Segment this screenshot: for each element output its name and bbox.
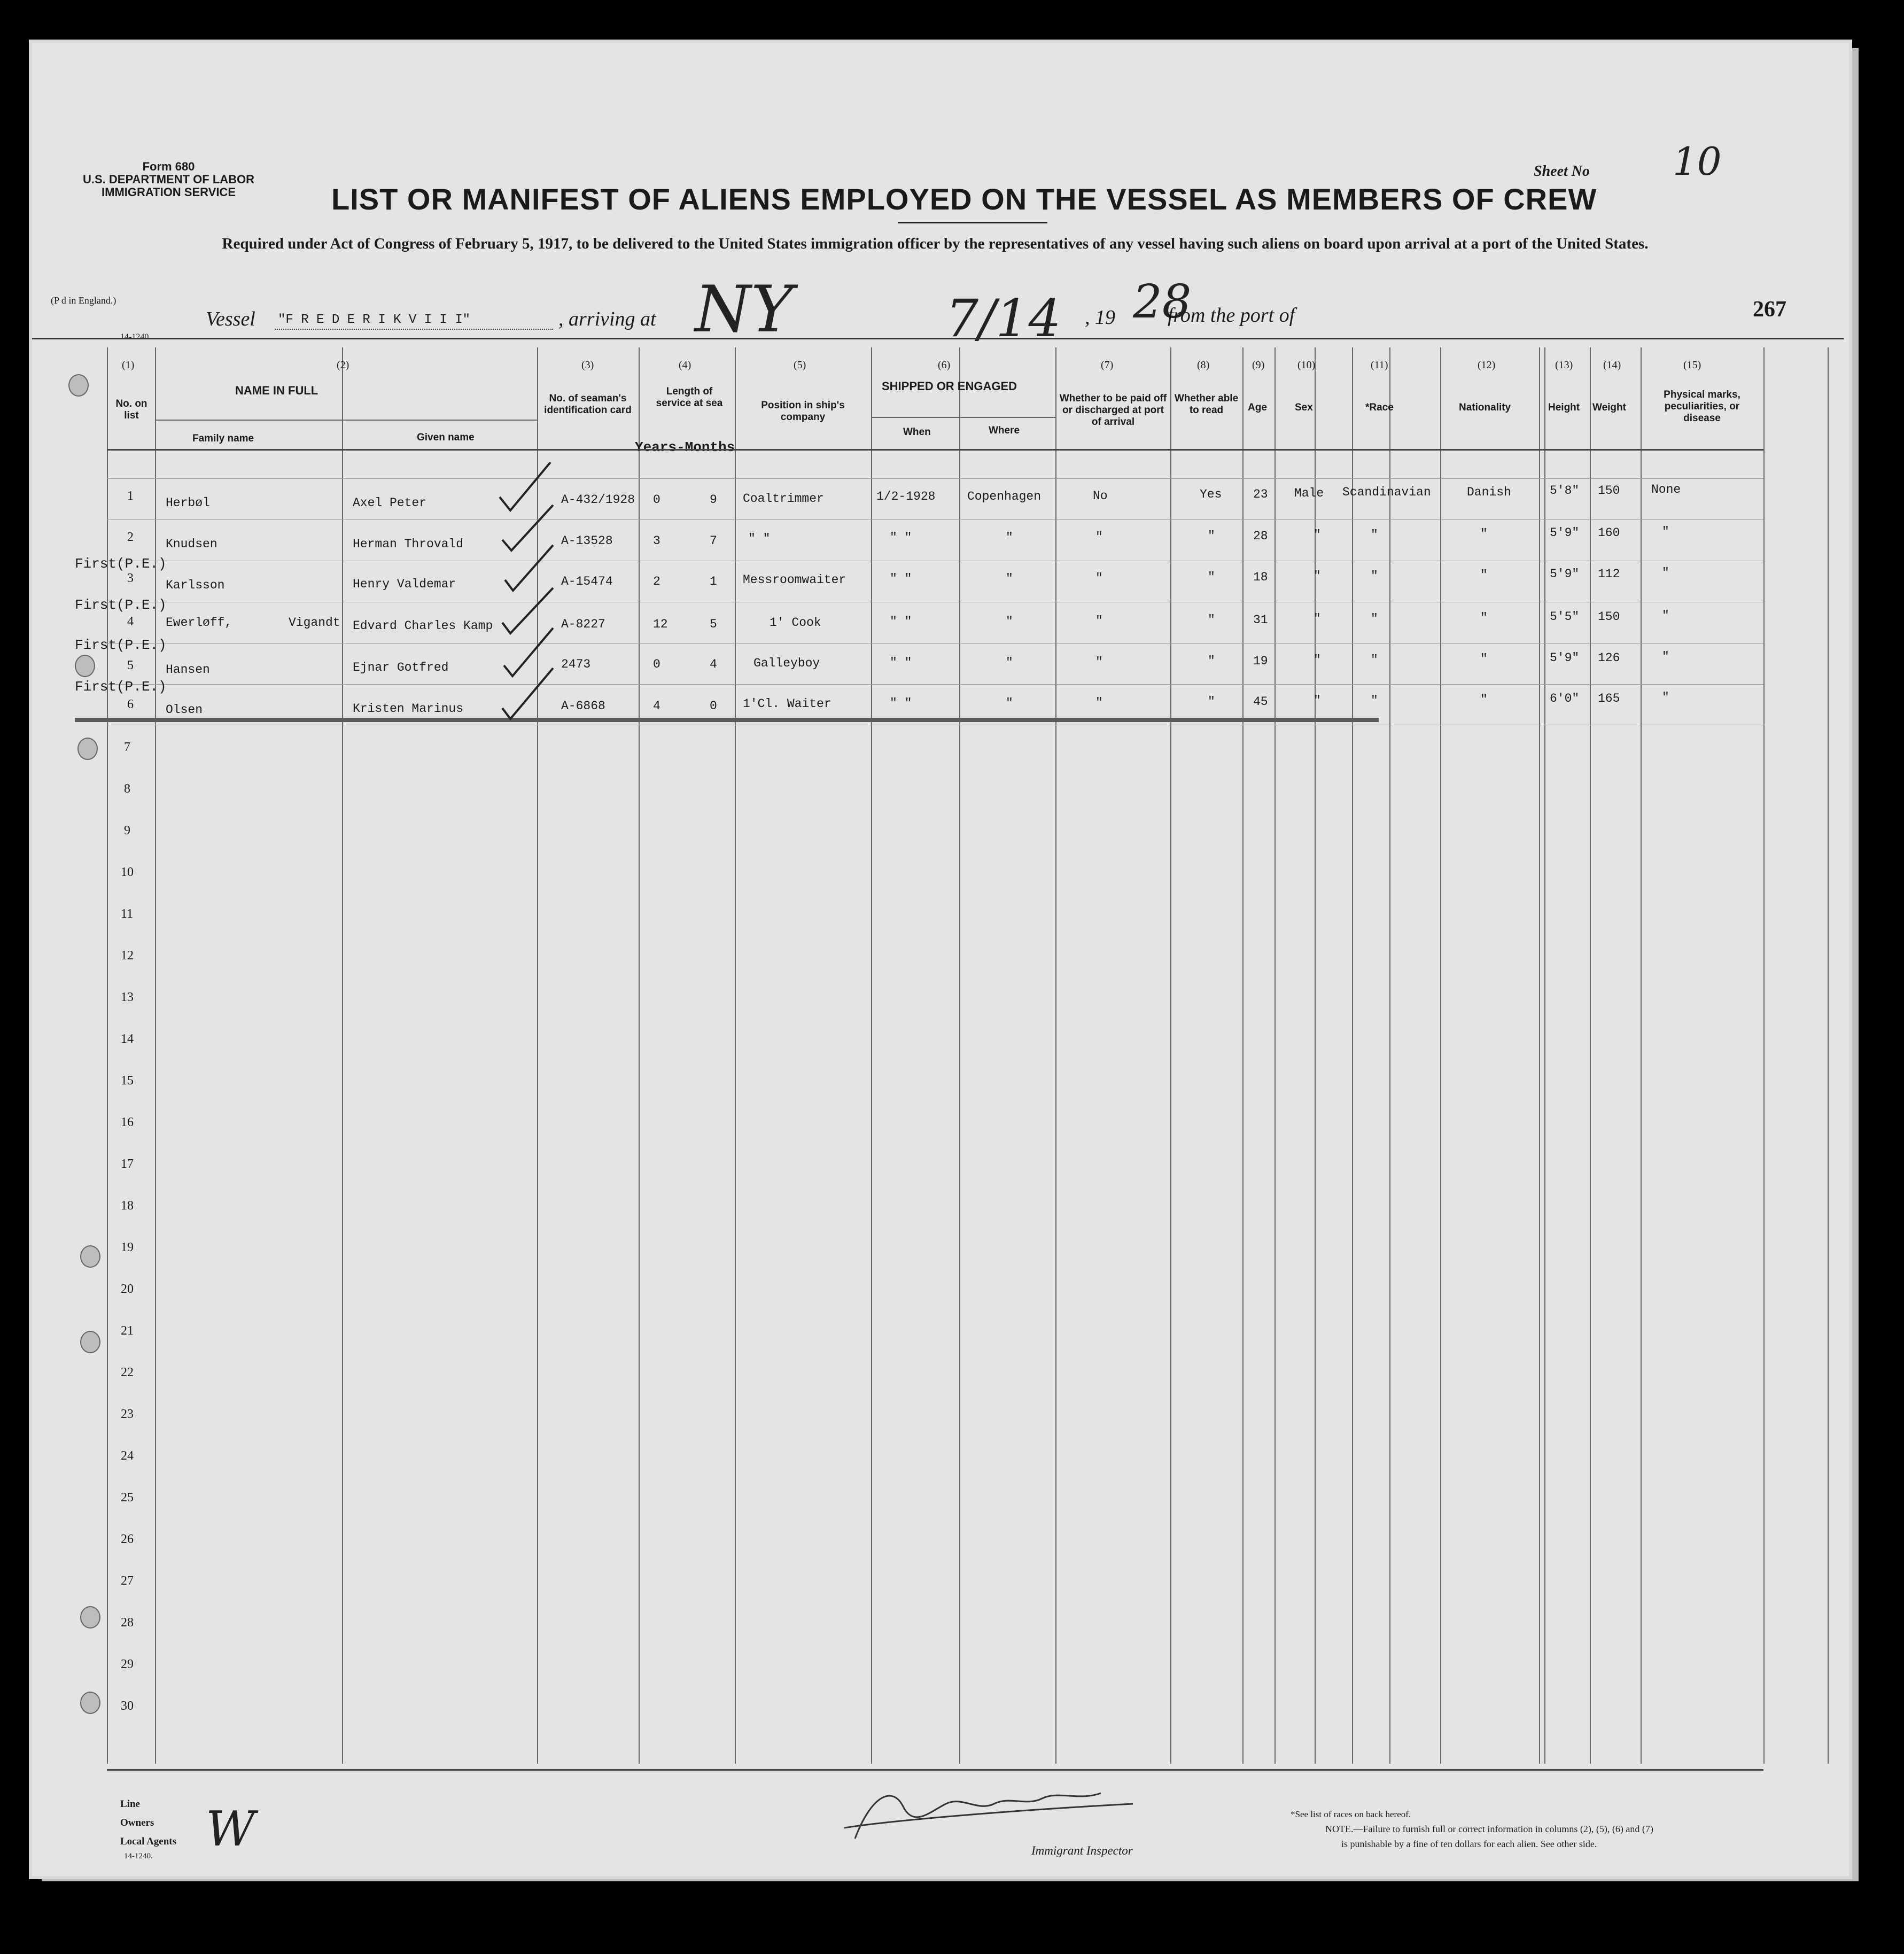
col-num-11: (11) — [1371, 359, 1388, 371]
col-divider — [959, 347, 960, 1764]
arrival-date: 7/14 — [946, 289, 1061, 348]
row-number: 30 — [121, 1699, 134, 1713]
nationality: " — [1480, 693, 1488, 707]
hdr-position: Position in ship's company — [761, 400, 845, 423]
race: " — [1371, 612, 1378, 626]
given-name: Ejnar Gotfred — [353, 661, 449, 674]
hdr-weight: Weight — [1592, 402, 1626, 413]
hdr-physical: Physical marks, peculiarities, or disease — [1664, 389, 1740, 424]
col-num-10: (10) — [1297, 359, 1316, 371]
age: 18 — [1253, 570, 1268, 584]
physical-marks: " — [1662, 650, 1669, 664]
weight: 150 — [1598, 610, 1620, 624]
height: 5'5" — [1550, 610, 1580, 624]
row-number: 20 — [121, 1282, 134, 1296]
age: 45 — [1253, 695, 1268, 709]
hdr-age: Age — [1248, 402, 1267, 413]
col-divider — [1440, 347, 1441, 1764]
punch-hole — [68, 374, 89, 397]
sheet-number: 10 — [1673, 139, 1722, 184]
given-name: Henry Valdemar — [353, 577, 456, 591]
height: 5'9" — [1550, 651, 1580, 665]
col-divider — [1389, 347, 1390, 1764]
hdr-seaman-id: No. of seaman's identification card — [544, 393, 632, 416]
given-name: Herman Throvald — [353, 537, 464, 551]
hdr-paid-off: Whether to be paid off or discharged at port of arrival — [1059, 393, 1167, 428]
service-years: 2 — [653, 575, 660, 588]
hdr-no-on-list: No. on list — [115, 398, 147, 421]
row-number: 11 — [121, 907, 134, 921]
row-note: First(P.E.) — [75, 637, 167, 653]
col-num-9: (9) — [1252, 359, 1265, 371]
punch-hole — [80, 1692, 100, 1714]
race: Scandinavian — [1342, 485, 1431, 499]
footer-note-races: *See list of races on back hereof. — [1291, 1809, 1411, 1819]
weight: 165 — [1598, 692, 1620, 705]
col-divider — [1641, 347, 1642, 1764]
hdr-name-in-full: NAME IN FULL — [235, 384, 318, 397]
age: 23 — [1253, 487, 1268, 501]
punch-hole — [80, 1331, 100, 1353]
row-number: 15 — [121, 1074, 134, 1088]
able-read: Yes — [1200, 487, 1222, 501]
position: Messroomwaiter — [743, 573, 846, 587]
family-name: Herbøl — [166, 496, 210, 510]
row-number: 18 — [121, 1199, 134, 1213]
able-read: " — [1208, 654, 1215, 668]
col-divider — [639, 347, 640, 1764]
sex: " — [1314, 528, 1321, 542]
form-code: 14-1240. — [120, 332, 151, 342]
handwritten-initial: W — [206, 1801, 255, 1857]
nationality: " — [1480, 652, 1488, 666]
shipped-when: " " — [890, 656, 912, 670]
vessel-underline — [275, 329, 553, 330]
arriving-value: NY — [695, 273, 794, 347]
seaman-id: A-13528 — [561, 534, 613, 548]
form-number: Form 680 — [142, 160, 195, 173]
punch-hole — [75, 655, 95, 677]
col-num-4: (4) — [679, 359, 691, 371]
row-number: 4 — [127, 615, 134, 629]
physical-marks: " — [1662, 566, 1669, 580]
age: 31 — [1253, 613, 1268, 627]
shipped-where: " — [1006, 696, 1013, 710]
form-header — [83, 160, 254, 199]
printed-note: (P d in England.) — [51, 295, 116, 306]
row-number: 12 — [121, 949, 134, 963]
year-prefix: , 19 — [1085, 306, 1115, 329]
row-line — [107, 519, 1763, 520]
col-divider — [1055, 347, 1056, 1764]
family-name: Olsen — [166, 703, 203, 717]
paid-off: " — [1095, 696, 1103, 710]
weight: 126 — [1598, 651, 1620, 665]
seaman-id: 2473 — [561, 657, 591, 671]
row-number: 2 — [127, 530, 134, 544]
col-divider — [1763, 347, 1765, 1764]
position: 1' Cook — [770, 616, 821, 630]
weight: 150 — [1598, 484, 1620, 498]
col-num-14: (14) — [1603, 359, 1621, 371]
shipped-where: " — [1006, 531, 1013, 545]
vessel-label: Vessel — [206, 308, 255, 330]
physical-marks: " — [1662, 609, 1669, 623]
row-note: First(P.E.) — [75, 679, 167, 695]
col-divider — [1828, 347, 1829, 1764]
footer-note-penalty: NOTE.—Failure to furnish full or correct information in columns (2), (5), (6) and (7) — [1325, 1824, 1653, 1834]
nationality: " — [1480, 611, 1488, 625]
title-rule — [898, 222, 1047, 223]
sex: " — [1314, 653, 1321, 667]
service-name: IMMIGRATION SERVICE — [102, 185, 236, 199]
height: 5'9" — [1550, 567, 1580, 581]
row-number: 21 — [121, 1324, 134, 1338]
position: " " — [748, 532, 771, 546]
hdr-race: *Race — [1365, 402, 1394, 413]
race: " — [1371, 694, 1378, 708]
hdr-sex: Sex — [1295, 402, 1313, 413]
row-number: 10 — [121, 865, 134, 879]
service-years: 12 — [653, 617, 668, 631]
service-years: 4 — [653, 699, 660, 713]
paid-off: " — [1095, 614, 1103, 628]
col-num-15: (15) — [1683, 359, 1701, 371]
sex: Male — [1294, 486, 1324, 500]
col-divider — [1544, 347, 1545, 1764]
service-months: 0 — [710, 699, 717, 713]
col-num-6: (6) — [938, 359, 951, 371]
col-divider — [1352, 347, 1353, 1764]
hdr-given-name: Given name — [417, 432, 475, 443]
hdr-when: When — [903, 427, 931, 438]
given-name: Kristen Marinus — [353, 702, 464, 716]
hdr-height: Height — [1548, 402, 1580, 413]
service-months: 5 — [710, 617, 717, 631]
col-divider — [342, 347, 343, 1764]
physical-marks: " — [1662, 691, 1669, 704]
inspector-label: Immigrant Inspector — [1031, 1844, 1133, 1857]
shipped-where: " — [1006, 615, 1013, 629]
family-name: Knudsen — [166, 537, 217, 551]
service-months: 4 — [710, 657, 717, 671]
sex: " — [1314, 612, 1321, 626]
service-years: 0 — [653, 657, 660, 671]
family-extra: Vigandt — [289, 616, 340, 630]
punch-hole — [80, 1606, 100, 1629]
col-num-7: (7) — [1101, 359, 1114, 371]
footer-line-label: Line — [120, 1798, 140, 1810]
table-bottom-rule — [107, 1769, 1763, 1771]
height: 5'8" — [1550, 484, 1580, 498]
service-months: 9 — [710, 493, 717, 507]
row-number: 9 — [124, 824, 130, 838]
row-number: 6 — [127, 697, 134, 711]
physical-marks: None — [1651, 483, 1681, 497]
shipped-when: " " — [890, 696, 912, 710]
row-number: 8 — [124, 782, 130, 796]
col-num-1: (1) — [122, 359, 135, 371]
from-port-label: from the port of — [1168, 304, 1295, 327]
shipped-subrule — [871, 417, 1055, 418]
nationality: Danish — [1467, 485, 1511, 499]
hdr-length-service: Length of service at sea — [656, 386, 723, 409]
family-name: Hansen — [166, 663, 210, 677]
col-num-12: (12) — [1478, 359, 1496, 371]
paid-off: " — [1095, 571, 1103, 585]
able-read: " — [1208, 695, 1215, 709]
page-title: LIST OR MANIFEST OF ALIENS EMPLOYED ON THE VESSEL AS MEMBERS OF CREW — [331, 182, 1597, 216]
row-note: First(P.E.) — [75, 597, 167, 613]
row-number: 29 — [121, 1657, 134, 1671]
given-name: Axel Peter — [353, 496, 427, 510]
col-num-2: (2) — [337, 359, 349, 371]
name-subrule — [155, 420, 537, 421]
weight: 112 — [1598, 567, 1620, 581]
footer-note-fine: is punishable by a fine of ten dollars for each alien. See other side. — [1341, 1839, 1597, 1849]
physical-marks: " — [1662, 525, 1669, 539]
paid-off: No — [1093, 489, 1108, 503]
age: 19 — [1253, 654, 1268, 668]
row-number: 26 — [121, 1532, 134, 1546]
service-years: 0 — [653, 493, 660, 507]
family-name: Karlsson — [166, 578, 225, 592]
header-bottom-rule — [107, 449, 1763, 451]
age: 28 — [1253, 529, 1268, 543]
col-divider — [735, 347, 736, 1764]
row-number: 17 — [121, 1157, 134, 1171]
shipped-when: " " — [890, 531, 912, 545]
row-number: 28 — [121, 1616, 134, 1630]
hdr-where: Where — [989, 425, 1020, 436]
col-divider — [871, 347, 872, 1764]
punch-hole — [80, 1245, 100, 1268]
hdr-family-name: Family name — [192, 433, 254, 444]
race: " — [1371, 528, 1378, 542]
family-name: Ewerløff, — [166, 616, 232, 630]
seaman-id: A-15474 — [561, 575, 613, 588]
col-divider — [1315, 347, 1316, 1764]
col-divider — [1539, 347, 1540, 1764]
position: 1'Cl. Waiter — [743, 697, 831, 711]
race: " — [1371, 653, 1378, 667]
seaman-id: A-8227 — [561, 617, 605, 631]
footer-agents-label: Local Agents — [120, 1836, 177, 1847]
service-months: 7 — [710, 534, 717, 548]
row-line — [107, 684, 1763, 685]
hdr-nationality: Nationality — [1459, 402, 1511, 413]
sex: " — [1314, 694, 1321, 708]
row-number: 5 — [127, 658, 134, 672]
nationality: " — [1480, 527, 1488, 541]
row-line — [107, 478, 1763, 479]
service-months: 1 — [710, 575, 717, 588]
row-number: 19 — [121, 1240, 134, 1254]
end-of-list-rule — [75, 718, 1379, 722]
able-read: " — [1208, 613, 1215, 627]
service-years: 3 — [653, 534, 660, 548]
hdr-shipped: SHIPPED OR ENGAGED — [882, 379, 1017, 393]
col-num-5: (5) — [794, 359, 806, 371]
row-number: 13 — [121, 990, 134, 1004]
col-divider — [1170, 347, 1171, 1764]
col-num-8: (8) — [1197, 359, 1210, 371]
position: Galleyboy — [753, 656, 820, 670]
position: Coaltrimmer — [743, 492, 824, 506]
shipped-when: " " — [890, 572, 912, 586]
col-num-3: (3) — [581, 359, 594, 371]
row-number: 22 — [121, 1366, 134, 1379]
shipped-where: " — [1006, 572, 1013, 586]
col-divider — [1242, 347, 1244, 1764]
able-read: " — [1208, 570, 1215, 584]
row-number: 14 — [121, 1032, 134, 1046]
col-divider — [1274, 347, 1276, 1764]
shipped-where: " — [1006, 656, 1013, 670]
punch-hole — [77, 738, 98, 760]
shipped-when: 1/2-1928 — [876, 490, 936, 503]
height: 5'9" — [1550, 526, 1580, 540]
dept-name: U.S. DEPARTMENT OF LABOR — [83, 173, 255, 187]
arriving-label: , arriving at — [558, 308, 656, 330]
sheet-label: Sheet No — [1534, 163, 1590, 180]
col-divider — [1590, 347, 1591, 1764]
seaman-id: A-432/1928 — [561, 493, 635, 507]
row-number: 16 — [121, 1115, 134, 1129]
shipped-where: Copenhagen — [967, 490, 1042, 503]
inspector-signature — [823, 1774, 1144, 1855]
shipped-when: " " — [890, 615, 912, 629]
row-note: First(P.E.) — [75, 556, 167, 572]
row-number: 23 — [121, 1407, 134, 1421]
seaman-id: A-6868 — [561, 699, 605, 713]
col-num-13: (13) — [1555, 359, 1573, 371]
nationality: " — [1480, 568, 1488, 582]
paid-off: " — [1095, 655, 1103, 669]
header-rule — [32, 338, 1844, 339]
row-number: 7 — [124, 740, 130, 754]
year-value: 28 — [1133, 275, 1192, 329]
row-number: 24 — [121, 1449, 134, 1463]
footer-code: 14-1240. — [124, 1852, 153, 1860]
given-name: Edvard Charles Kamp — [353, 619, 493, 633]
footer-owners-label: Owners — [120, 1817, 154, 1828]
page-number: 267 — [1753, 297, 1786, 322]
row-number: 25 — [121, 1491, 134, 1505]
hdr-able-read: Whether able to read — [1174, 393, 1239, 416]
vessel-name: "F R E D E R I K V I I I" — [278, 313, 471, 327]
row-number: 3 — [127, 571, 134, 585]
requirement-text: Required under Act of Congress of February 5, 1917, to be delivered to the United States immigration officer by the representatives of any vessel having such aliens on board upon arrival at a port of the United States. — [222, 235, 1649, 252]
weight: 160 — [1598, 526, 1620, 540]
row-number: 27 — [121, 1574, 134, 1588]
check-marks — [494, 460, 569, 727]
hdr-years-months: Years-Months — [635, 439, 735, 455]
row-number: 1 — [127, 489, 134, 503]
height: 6'0" — [1550, 692, 1580, 705]
sex: " — [1314, 569, 1321, 583]
race: " — [1371, 569, 1378, 583]
paid-off: " — [1095, 530, 1103, 544]
able-read: " — [1208, 529, 1215, 543]
